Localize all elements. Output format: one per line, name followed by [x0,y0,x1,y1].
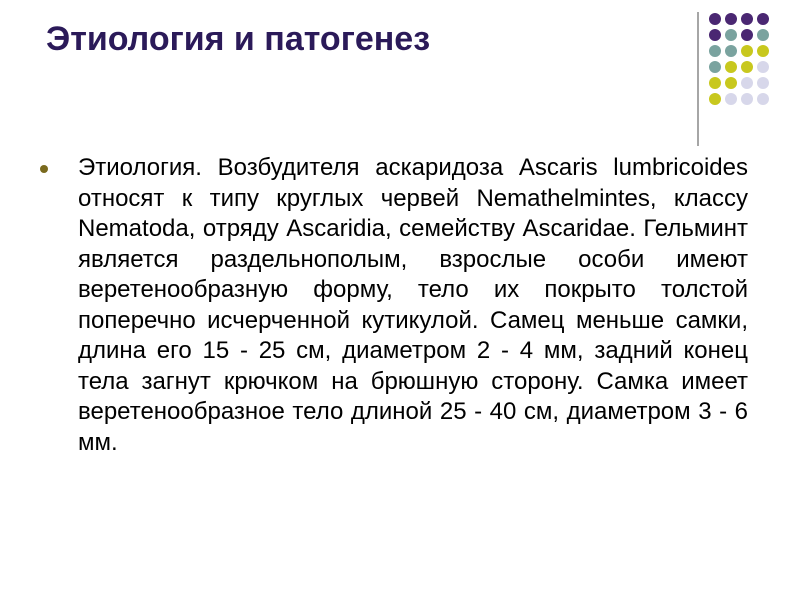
decor-dot [725,45,737,57]
decor-dot [757,13,769,25]
decor-dot [725,61,737,73]
decor-dot [757,61,769,73]
decor-dot [757,93,769,105]
decor-dot [725,77,737,89]
decor-dot [709,61,721,73]
decor-dot [709,13,721,25]
decor-dot [725,93,737,105]
decor-dot [741,13,753,25]
decor-dot [757,77,769,89]
decor-dot [741,61,753,73]
title-divider [697,12,699,146]
slide-title: Этиология и патогенез [46,20,431,58]
decor-dot [709,93,721,105]
decor-dot [709,29,721,41]
decor-dot [741,29,753,41]
decor-dot [741,77,753,89]
decor-dot [725,29,737,41]
decor-dot [757,29,769,41]
decor-dot [741,93,753,105]
decor-dot [741,45,753,57]
body-paragraph: Этиология. Возбудителя аскаридоза Ascaris lumbricoides относят к типу круглых червей Nemathelmintes, классу Nematoda, отряду Ascaridia, семейству Ascaridae. Гельминт является раздельнополым, взрослые особи имеют веретенообразную форму, тело их покрыто толстой поперечно исчерченной кутикулой. Самец меньше самки, длина его 15 - 25 см, диаметром 2 - 4 мм, задний конец тела загнут крючком на брюшную сторону. Самка имеет веретенообразное тело длиной 25 - 40 см, диаметром 3 - 6 мм. [78,154,748,456]
decor-dot [757,45,769,57]
decor-dot [709,77,721,89]
bullet-dot [40,165,48,173]
decor-dot [725,13,737,25]
decor-dot [709,45,721,57]
